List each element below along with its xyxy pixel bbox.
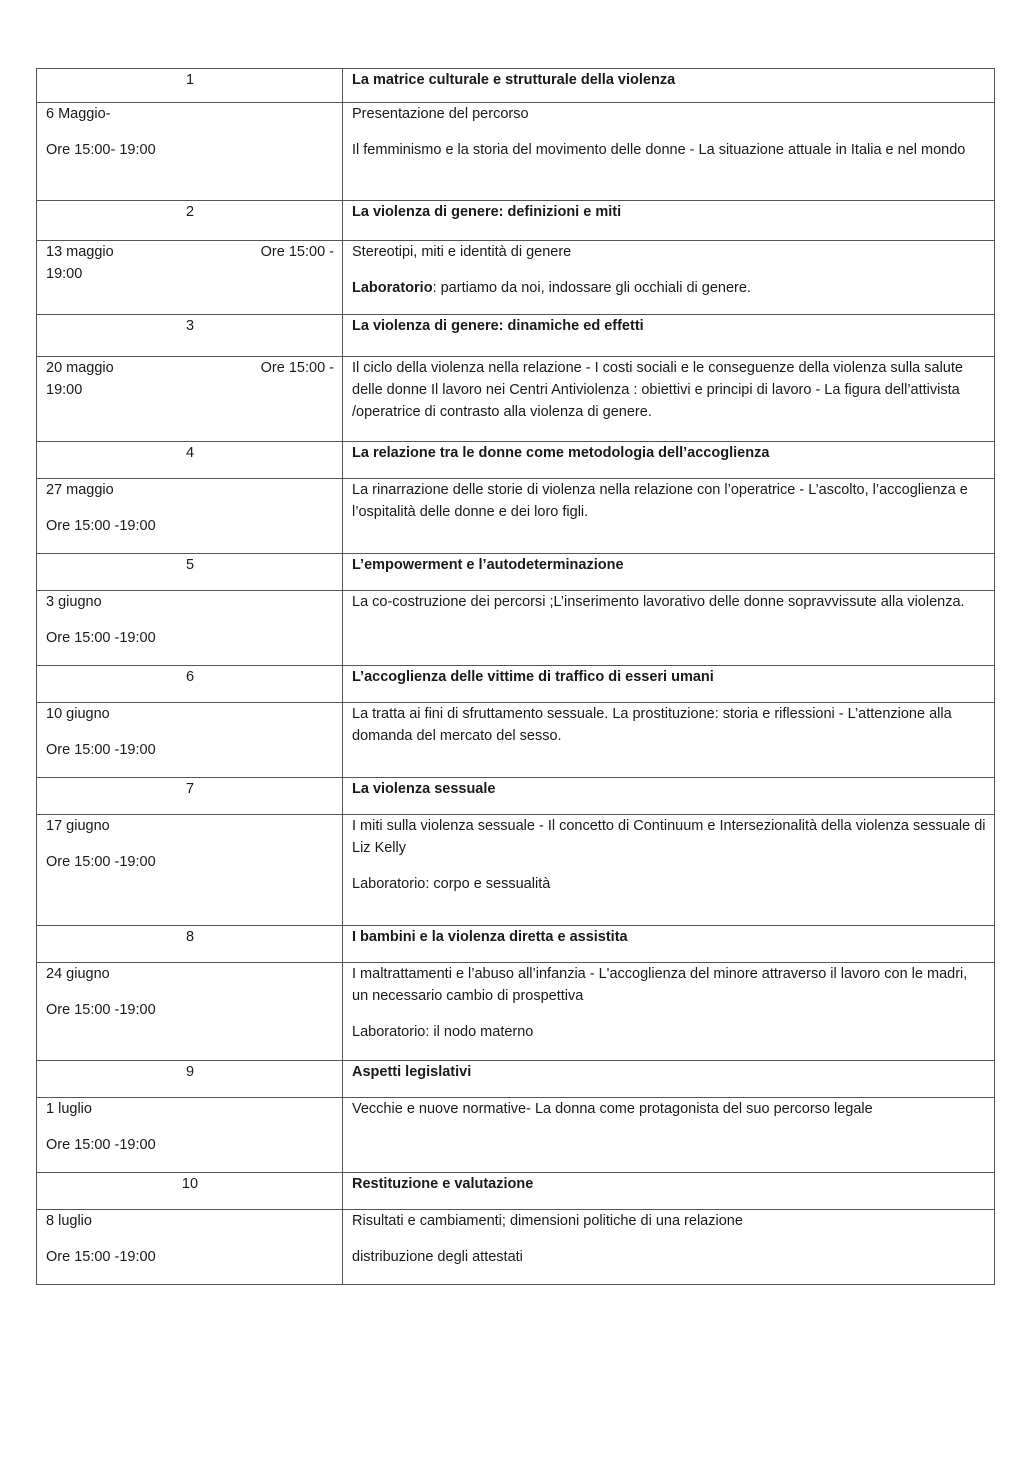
description-line: La co-costruzione dei percorsi ;L’inserimento lavorativo delle donne sopravvissute alla violenza. [352, 594, 965, 610]
date-time: Ore 15:00 -19:00 [46, 854, 156, 870]
module-date [37, 591, 343, 666]
module-number: 8 [37, 926, 343, 963]
module-detail-row [37, 591, 995, 666]
module-header-row [37, 1061, 995, 1098]
module-description [343, 815, 995, 926]
description-line: distribuzione degli attestati [352, 1249, 523, 1265]
description-line: I maltrattamenti e l’abuso all’infanzia - L'accoglienza del minore attraverso il lavoro con le madri, un necessario cambio di prospettiva [352, 966, 968, 1004]
date-day: 20 maggio [46, 360, 114, 376]
module-header-row [37, 666, 995, 703]
module-description [343, 1098, 995, 1173]
module-detail-row [37, 963, 995, 1061]
date-time: Ore 15:00 - [260, 360, 334, 376]
date-day: 3 giugno [46, 594, 102, 610]
module-header-row [37, 201, 995, 241]
date-day: 24 giugno [46, 966, 110, 982]
module-title: L’empowerment e l’autodeterminazione [343, 554, 995, 591]
module-header-row [37, 926, 995, 963]
module-number: 2 [37, 201, 343, 241]
description-line: Il ciclo della violenza nella relazione - I costi sociali e le conseguenze della violenza sulla salute delle donne Il lavoro nei Centri Antiviolenza : obiettivi e principi di lavoro - La figura dell’attivista /operatrice di contrasto alla violenza di genere. [352, 360, 963, 420]
module-description [343, 357, 995, 442]
module-date [37, 1098, 343, 1173]
date-day: 27 maggio [46, 482, 114, 498]
date-day: 17 giugno [46, 818, 110, 834]
module-number: 3 [37, 315, 343, 357]
module-title: La violenza di genere: definizioni e miti [343, 201, 995, 241]
date-time: Ore 15:00 -19:00 [46, 1002, 156, 1018]
description-line: Il femminismo e la storia del movimento delle donne - La situazione attuale in Italia e nel mondo [352, 142, 966, 158]
schedule-table [36, 68, 995, 1285]
date-time: Ore 15:00 -19:00 [46, 1137, 156, 1153]
module-header-row [37, 442, 995, 479]
module-description [343, 963, 995, 1061]
description-line: La tratta ai fini di sfruttamento sessuale. La prostituzione: storia e riflessioni - L’attenzione alla domanda del mercato del sesso. [352, 706, 952, 744]
module-header-row [37, 1173, 995, 1210]
module-header-row [37, 315, 995, 357]
module-title: La violenza sessuale [343, 778, 995, 815]
lab-text: : partiamo da noi, indossare gli occhiali di genere. [432, 280, 751, 296]
module-number: 4 [37, 442, 343, 479]
date-time: Ore 15:00 -19:00 [46, 630, 156, 646]
date-time: Ore 15:00- 19:00 [46, 142, 156, 158]
module-detail-row [37, 1210, 995, 1285]
date-time: Ore 15:00 - [260, 244, 334, 260]
module-date [37, 479, 343, 554]
date-day: 13 maggio [46, 244, 114, 260]
module-title: Restituzione e valutazione [343, 1173, 995, 1210]
module-number: 9 [37, 1061, 343, 1098]
lab-label: Laboratorio [352, 280, 433, 296]
description-line: Presentazione del percorso [352, 106, 529, 122]
module-detail-row [37, 815, 995, 926]
date-day: 6 Maggio- [46, 106, 111, 122]
module-description [343, 103, 995, 201]
date-time: Ore 15:00 -19:00 [46, 518, 156, 534]
module-title: La matrice culturale e strutturale della violenza [343, 69, 995, 103]
module-date [37, 815, 343, 926]
module-date [37, 703, 343, 778]
module-title: L’accoglienza delle vittime di traffico di esseri umani [343, 666, 995, 703]
date-time-end: 19:00 [46, 382, 83, 398]
module-title: I bambini e la violenza diretta e assistita [343, 926, 995, 963]
module-header-row [37, 554, 995, 591]
module-title: Aspetti legislativi [343, 1061, 995, 1098]
date-day: 1 luglio [46, 1101, 92, 1117]
module-description [343, 1210, 995, 1285]
date-time: Ore 15:00 -19:00 [46, 1249, 156, 1265]
description-line: Laboratorio: il nodo materno [352, 1024, 534, 1040]
module-date [37, 241, 343, 315]
date-day: 8 luglio [46, 1213, 92, 1229]
module-description [343, 591, 995, 666]
module-detail-row [37, 103, 995, 201]
module-date [37, 963, 343, 1061]
module-detail-row [37, 357, 995, 442]
description-line: Vecchie e nuove normative- La donna come protagonista del suo percorso legale [352, 1101, 873, 1117]
module-date [37, 1210, 343, 1285]
module-description [343, 479, 995, 554]
module-detail-row [37, 479, 995, 554]
date-day: 10 giugno [46, 706, 110, 722]
module-description [343, 241, 995, 315]
module-number: 7 [37, 778, 343, 815]
date-time-end: 19:00 [46, 266, 83, 282]
module-detail-row [37, 1098, 995, 1173]
module-date [37, 357, 343, 442]
module-date [37, 103, 343, 201]
module-number: 6 [37, 666, 343, 703]
description-line: Laboratorio: corpo e sessualità [352, 876, 551, 892]
date-time: Ore 15:00 -19:00 [46, 742, 156, 758]
module-title: La violenza di genere: dinamiche ed effetti [343, 315, 995, 357]
module-number: 5 [37, 554, 343, 591]
module-number: 10 [37, 1173, 343, 1210]
module-header-row [37, 69, 995, 103]
module-header-row [37, 778, 995, 815]
description-line: I miti sulla violenza sessuale - Il concetto di Continuum e Intersezionalità della violenza sessuale di Liz Kelly [352, 818, 986, 856]
description-line: La rinarrazione delle storie di violenza nella relazione con l’operatrice - L’ascolto, l’accoglienza e l’ospitalità delle donne e dei loro figli. [352, 482, 968, 520]
module-detail-row [37, 703, 995, 778]
module-description [343, 703, 995, 778]
module-title: La relazione tra le donne come metodologia dell’accoglienza [343, 442, 995, 479]
description-line: Stereotipi, miti e identità di genere [352, 244, 572, 260]
description-line [352, 277, 986, 299]
description-line: Risultati e cambiamenti; dimensioni politiche di una relazione [352, 1213, 743, 1229]
module-number: 1 [37, 69, 343, 103]
module-detail-row [37, 241, 995, 315]
